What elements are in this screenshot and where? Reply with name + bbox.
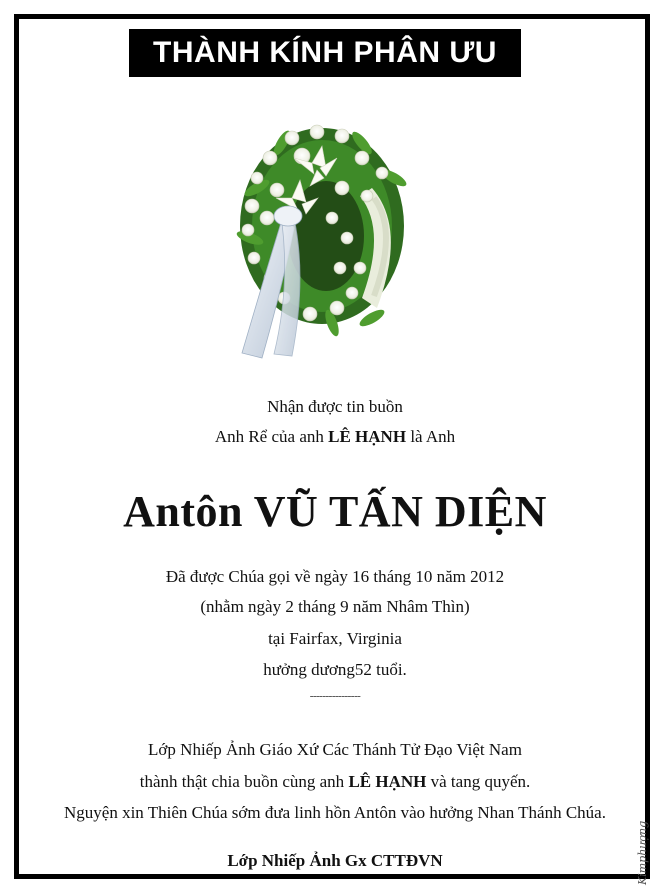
detail-age: hưởng dương52 tuổi.	[263, 660, 407, 679]
watermark: Kimphượng	[636, 820, 649, 885]
message-name: LÊ HẠNH	[348, 772, 427, 791]
intro-line-2	[0, 427, 670, 447]
intro-suffix: là Anh	[406, 427, 456, 446]
detail-date: Đã được Chúa gọi về ngày 16 tháng 10 năm 2012	[165, 567, 505, 586]
deceased-name: Antôn VŨ TẤN DIỆN	[123, 487, 547, 536]
message-suffix: và tang quyến.	[426, 772, 531, 791]
detail-place: tại Fairfax, Virginia	[268, 629, 402, 648]
funeral-wreath-icon	[222, 118, 422, 363]
relative-name: LÊ HẠNH	[328, 427, 407, 446]
page-title-text: THÀNH KÍNH PHÂN ƯU	[153, 36, 497, 69]
message-line-3: Nguyện xin Thiên Chúa sớm đưa linh hồn Antôn vào hưởng Nhan Thánh Chúa.	[64, 803, 606, 822]
divider: ----------------	[309, 690, 361, 702]
page-title	[129, 29, 521, 77]
detail-lunar-date: (nhằm ngày 2 tháng 9 năm Nhâm Thìn)	[200, 597, 470, 616]
message-line-1: Lớp Nhiếp Ảnh Giáo Xứ Các Thánh Tử Đạo Việt Nam	[148, 740, 522, 759]
signature: Lớp Nhiếp Ảnh Gx CTTĐVN	[227, 851, 443, 870]
message-prefix: thành thật chia buồn cùng anh	[139, 772, 349, 791]
message-line-2	[0, 772, 670, 792]
intro-prefix: Anh Rể của anh	[214, 427, 329, 446]
intro-line-1: Nhận được tin buồn	[267, 397, 403, 416]
